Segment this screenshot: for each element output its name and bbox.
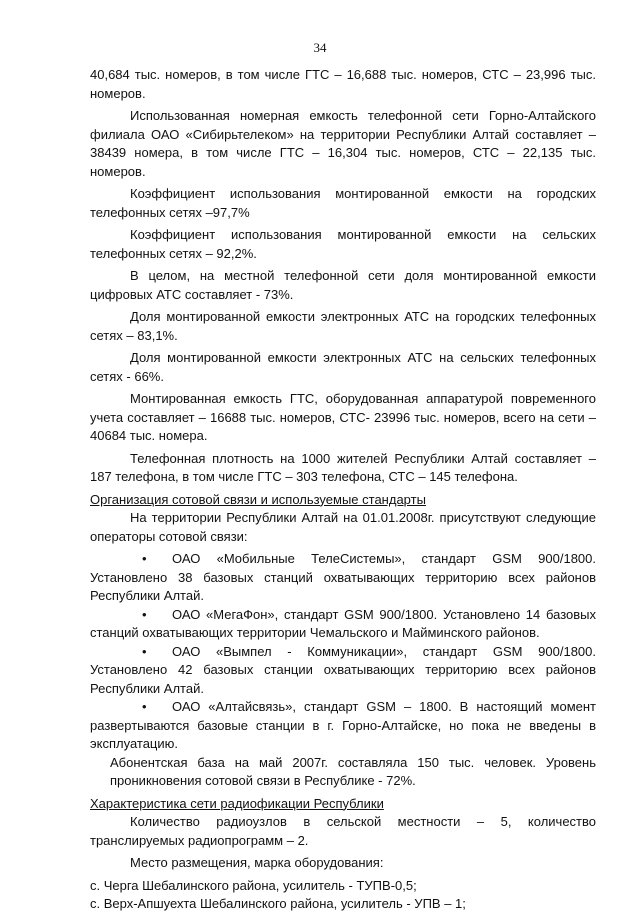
- bullet-item-operator: [90, 643, 596, 699]
- paragraph-subscriber-base: Абонентская база на май 2007г. составляла 150 тыс. человек. Уровень проникновения сотовой связи в Республике - 72%.: [110, 754, 596, 788]
- paragraph-digital-share: В целом, на местной телефонной сети доля монтированной емкости цифровых АТС составляет - 73%.: [90, 268, 596, 302]
- bullet-icon: •: [142, 699, 147, 714]
- paragraph-urban-usage: Коэффициент использования монтированной емкости на городских телефонных сетях –97,7%: [90, 186, 596, 220]
- paragraph-capacity-total: 40,684 тыс. номеров, в том числе ГТС – 16,688 тыс. номеров, СТС – 23,996 тыс. номеров.: [90, 67, 596, 101]
- bullet-item-operator: [90, 550, 596, 606]
- heading-radio: Характеристика сети радиофикации Республики: [90, 795, 384, 811]
- paragraph-cellular-intro: На территории Республики Алтай на 01.01.2008г. присутствуют следующие операторы сотовой связи:: [90, 510, 596, 544]
- document-body: [90, 66, 596, 914]
- radio-location-line: с. Черга Шебалинского района, усилитель - ТУПВ-0,5;: [90, 877, 417, 893]
- radio-location-line: с. Верх-Апшуехта Шебалинского района, усилитель - УПВ – 1;: [90, 896, 466, 911]
- paragraph-radio-location: Место размещения, марка оборудования:: [130, 855, 384, 870]
- page-number: 34: [313, 40, 327, 55]
- bullet-item-operator: [90, 698, 596, 754]
- paragraph-rural-usage: Коэффициент использования монтированной емкости на сельских телефонных сетях – 92,2%.: [90, 227, 596, 261]
- paragraph-time-billing: Монтированная емкость ГТС, оборудованная аппаратурой повременного учета составляет – 16688 тыс. номеров, СТС- 23996 тыс. номеров, всего на сети – 40684 тыс. номера.: [90, 391, 596, 443]
- paragraph-rural-electronic: Доля монтированной емкости электронных АТС на сельских телефонных сетях - 66%.: [90, 350, 596, 384]
- paragraph-phone-density: Телефонная плотность на 1000 жителей Республики Алтай составляет – 187 телефона, в том числе ГТС – 303 телефона, СТС – 145 телефона.: [90, 450, 596, 484]
- operator-text: ОАО «Вымпел - Коммуникации», стандарт GSM 900/1800. Установлено 42 базовых станции охватывающих территорию всех районов Республики Алтай.: [90, 643, 596, 696]
- paragraph-radio-count: Количество радиоузлов в сельской местности – 5, количество транслируемых радиопрограмм – 2.: [90, 814, 596, 848]
- bullet-icon: •: [142, 606, 147, 622]
- bullet-icon: •: [142, 551, 147, 566]
- operator-text: ОАО «МегаФон», стандарт GSM 900/1800. Установлено 14 базовых станций охватывающих территории Чемальского и Майминского районов.: [90, 606, 596, 640]
- paragraph-urban-electronic: Доля монтированной емкости электронных АТС на городских телефонных сетях – 83,1%.: [90, 309, 596, 343]
- bullet-item-operator: [90, 606, 596, 643]
- paragraph-used-capacity: Использованная номерная емкость телефонной сети Горно-Алтайского филиала ОАО «Сибирьтелеком» на территории Республики Алтай составляет – 38439 номера, в том числе ГТС – 16,304 тыс. номеров, СТС – 22,135 тыс. номеров.: [90, 108, 596, 179]
- bullet-icon: •: [142, 643, 147, 659]
- heading-cellular: Организация сотовой связи и используемые стандарты: [90, 491, 426, 507]
- operator-text: ОАО «Алтайсвязь», стандарт GSM – 1800. В настоящий момент развертываются базовые станции в г. Горно-Алтайске, но пока не введены в эксплуатацию.: [90, 699, 596, 751]
- operator-text: ОАО «Мобильные ТелеСистемы», стандарт GSM 900/1800. Установлено 38 базовых станций охватывающих территорию всех районов Республики Алтай.: [90, 551, 596, 603]
